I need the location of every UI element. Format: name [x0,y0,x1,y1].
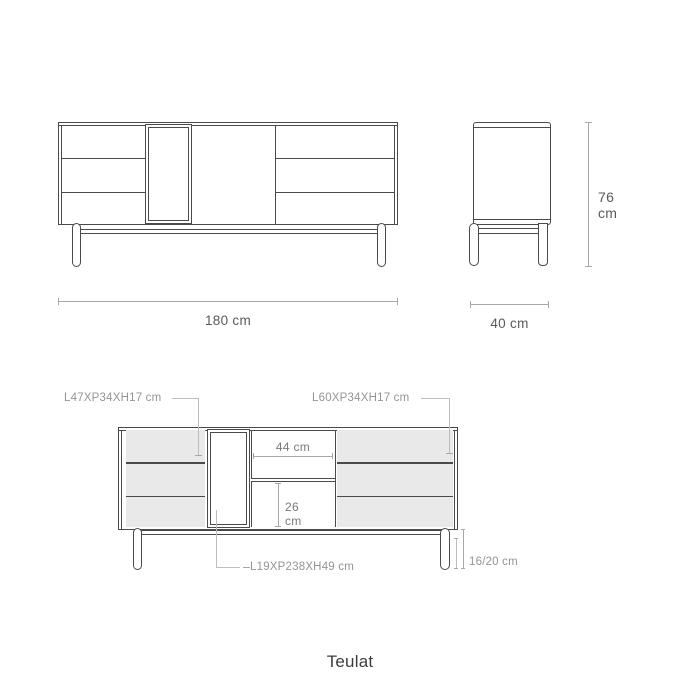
front-left-drawer-line [61,192,145,193]
leader-tick [446,453,453,454]
shelf-height-dimension-line [278,483,279,526]
front-right-drawer-line [275,192,394,193]
leg-height-line-20 [463,529,464,568]
front-cabinet-body [58,122,398,225]
dimension-tick [397,298,398,305]
detail-open-section-right-wall [335,430,336,527]
leader-line [216,567,240,568]
leg-height-line-16 [456,538,457,568]
side-cabinet-body [473,122,551,225]
drawer [126,430,205,463]
side-height-label: 76 cm [598,189,618,221]
detail-right-leg [440,528,450,570]
right-drawer-annotation: L60XP34XH17 cm [312,392,410,404]
dimension-tick [275,483,281,484]
front-right-drawer-line [275,158,394,159]
dimension-tick [454,538,458,539]
detail-middle-door [207,429,250,528]
dimension-tick [585,266,592,267]
leader-line [216,510,217,567]
dimension-tick [332,453,333,459]
side-depth-label: 40 cm [490,316,529,331]
dimension-tick [470,301,471,308]
front-width-label: 180 cm [204,313,252,328]
shelf-width-label: 44 cm [275,440,311,454]
front-middle-door-panel [148,127,189,221]
side-front-leg [469,223,479,266]
side-base-rail [478,228,539,234]
detail-base-rail [141,530,441,535]
side-top-band [474,127,550,128]
front-right-inner-wall [394,125,395,224]
side-bottom-band [474,219,550,220]
front-top-band [59,125,397,126]
leg-height-annotation: 16/20 cm [469,556,518,568]
detail-right-inner-wall [454,430,455,529]
shelf-width-dimension-line [253,456,333,457]
dimension-tick [548,301,549,308]
dimension-tick [585,122,592,123]
dimension-tick [461,529,465,530]
front-left-drawer-line [61,158,145,159]
drawer [126,463,205,497]
leader-line [421,398,449,399]
detail-right-drawer-stack [337,430,453,527]
dimension-tick [461,568,465,569]
leader-line [172,398,198,399]
leader-line [449,398,450,453]
side-back-leg [538,223,548,266]
drawer [337,430,453,463]
brand-logo: Teulat [326,652,374,671]
drawer [126,496,205,527]
side-height-dimension-line [588,122,589,266]
detail-left-leg [133,528,142,570]
side-depth-dimension-line [470,304,549,305]
front-large-door-edge [275,125,276,224]
leader-line [198,398,199,455]
drawer [337,463,453,497]
front-right-leg [377,223,386,267]
front-left-leg [72,223,81,267]
detail-left-drawer-stack [126,430,205,527]
dimension-tick [275,526,281,527]
dimension-tick [253,453,254,459]
dimension-tick [58,298,59,305]
drawer [337,496,453,527]
leader-tick [195,455,202,456]
left-drawer-annotation: L47XP34XH17 cm [64,392,162,404]
front-left-inner-wall [61,125,62,224]
shelf-height-label: 26 cm [285,500,302,528]
leader-tick [243,567,250,568]
detail-left-inner-wall [121,430,122,529]
front-base-rail [80,229,378,234]
dimension-tick [454,568,458,569]
front-middle-door [145,124,192,224]
door-annotation: L19XP238XH49 cm [250,561,355,573]
front-width-dimension-line [58,301,398,302]
detail-shelf [251,478,335,482]
